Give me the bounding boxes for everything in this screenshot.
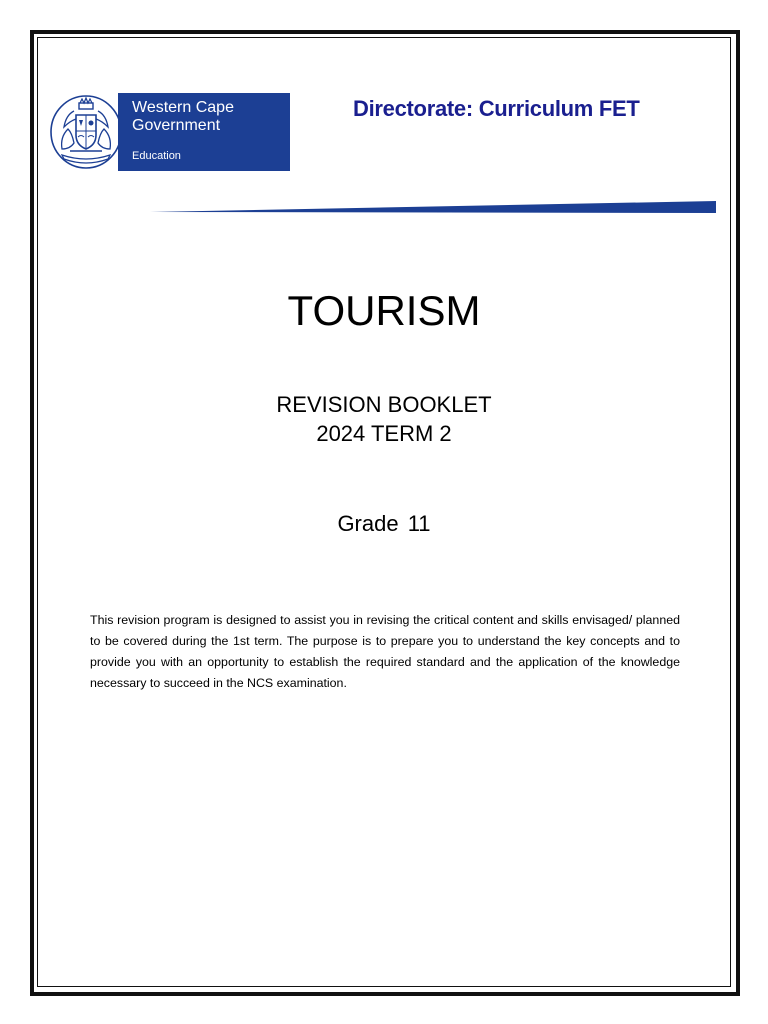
directorate-heading: Directorate: Curriculum FET xyxy=(353,96,640,121)
subtitle-revision-booklet: REVISION BOOKLET xyxy=(276,392,492,417)
crest-container xyxy=(48,93,120,171)
wcg-logo xyxy=(48,93,290,171)
subtitle-term: 2024 TERM 2 xyxy=(316,421,452,446)
coat-of-arms-icon xyxy=(48,93,120,171)
header-divider-swoosh xyxy=(150,200,716,214)
logo-text-government: Government xyxy=(132,117,221,134)
logo-text-western-cape: Western Cape xyxy=(132,99,234,116)
intro-paragraph: This revision program is designed to assist you in revising the critical content and skills envisaged/ planned to be covered during the 1st term. The purpose is to prepare you to understand the key concepts and to provide you with an opportunity to establish the required standard and the application of the knowledge necessary to succeed in the NCS examination. xyxy=(90,613,680,690)
grade-label: Grade 11 xyxy=(337,511,431,536)
logo-text-education: Education xyxy=(132,150,181,162)
page-title: TOURISM xyxy=(287,287,481,334)
